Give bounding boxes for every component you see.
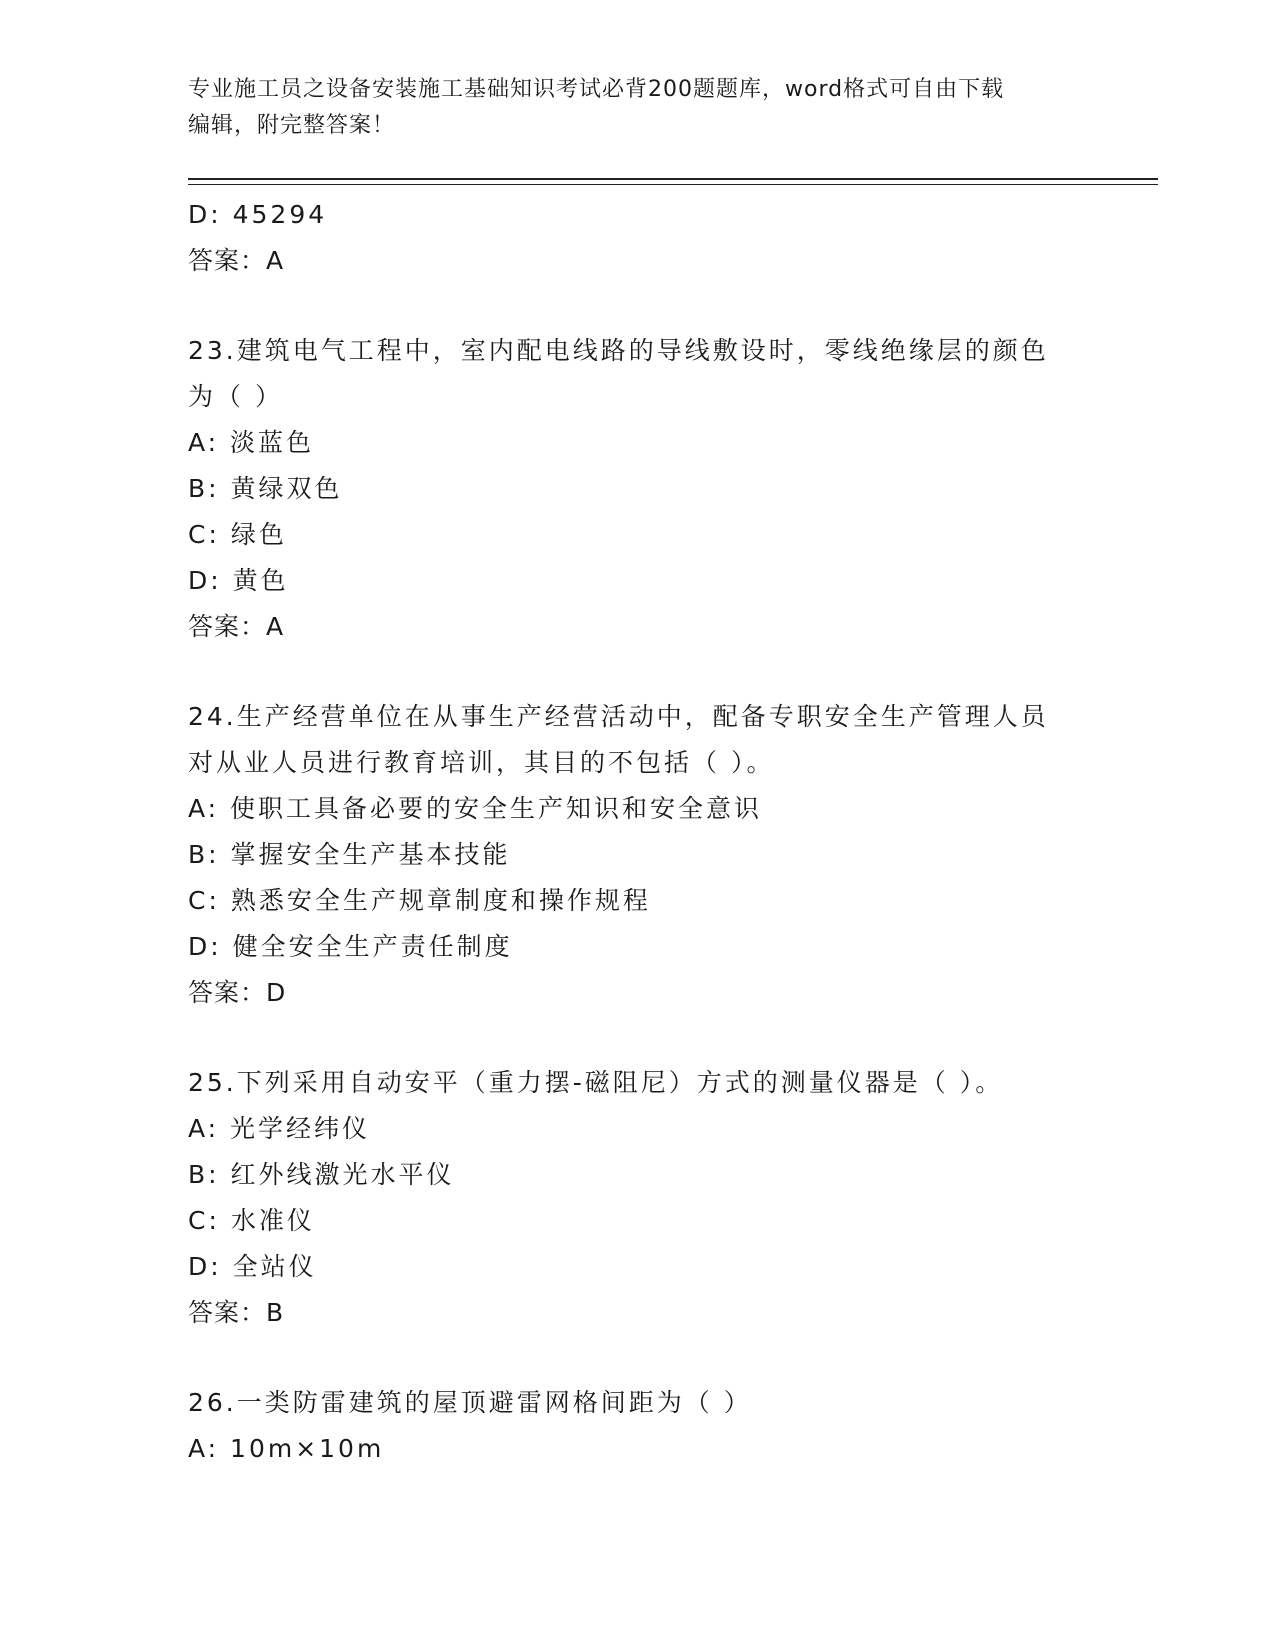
header-line-1: 专业施工员之设备安装施工基础知识考试必背200题题库，word格式可自由下载 [188,77,1005,102]
page-header [188,72,1088,144]
answer: 答案：D [188,978,287,1007]
question-stem: 25.下列采用自动安平（重力摆-磁阻尼）方式的测量仪器是（ ）。 [188,1068,1004,1097]
answer: 答案：A [188,612,285,641]
question-stem-cont: 对从业人员进行教育培训，其目的不包括（ ）。 [188,748,775,777]
question-26 [188,1380,1088,1472]
header-divider [188,178,1158,180]
option-a: A: 使职工具备必要的安全生产知识和安全意识 [188,794,763,823]
question-25 [188,1060,1088,1336]
question-stem: 23.建筑电气工程中，室内配电线路的导线敷设时，零线绝缘层的颜色 [188,336,1049,365]
option-d: D: 黄色 [188,566,289,595]
option-c: C: 绿色 [188,520,287,549]
option-d: D: 全站仪 [188,1252,317,1281]
question-23 [188,328,1088,650]
prev-answer: 答案：A [188,246,285,275]
option-a: A: 光学经纬仪 [188,1114,371,1143]
answer: 答案：B [188,1298,285,1327]
option-d: D: 健全安全生产责任制度 [188,932,513,961]
option-a: A: 淡蓝色 [188,428,315,457]
option-c: C: 熟悉安全生产规章制度和操作规程 [188,886,651,915]
question-stem: 26.一类防雷建筑的屋顶避雷网格间距为（ ） [188,1388,752,1417]
option-b: B: 红外线激光水平仪 [188,1160,455,1189]
option-b: B: 掌握安全生产基本技能 [188,840,511,869]
question-24 [188,694,1088,1016]
option-a: A: 10m×10m [188,1434,385,1463]
option-b: B: 黄绿双色 [188,474,343,503]
spacer [188,284,1088,328]
spacer [188,1336,1088,1380]
header-divider-thin [188,184,1158,185]
question-list [188,192,1088,1472]
spacer [188,1016,1088,1060]
option-c: C: 水准仪 [188,1206,315,1235]
question-stem-cont: 为（ ） [188,382,283,411]
header-line-2: 编辑，附完整答案！ [188,113,396,138]
prev-option-d: D: 45294 [188,200,328,229]
question-stem: 24.生产经营单位在从事生产经营活动中，配备专职安全生产管理人员 [188,702,1049,731]
spacer [188,650,1088,694]
